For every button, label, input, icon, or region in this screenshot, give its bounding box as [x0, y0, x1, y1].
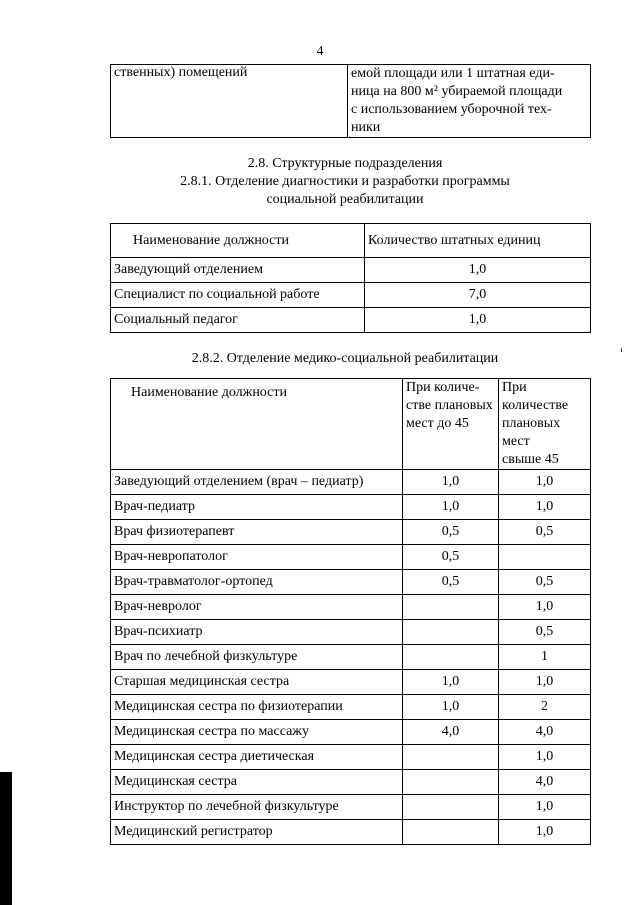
table-row — [111, 595, 591, 620]
up-to-45-cell — [403, 820, 499, 845]
table-row — [111, 770, 591, 795]
table-header-row — [111, 224, 591, 258]
staff-units-cell: 1,0 — [365, 308, 591, 333]
position-name-cell: Медицинская сестра по массажу — [111, 720, 403, 745]
up-to-45-cell: 4,0 — [403, 720, 499, 745]
position-name-cell: Врач-психиатр — [111, 620, 403, 645]
up-to-45-cell: 1,0 — [403, 470, 499, 495]
header-line: При количе- — [406, 380, 480, 395]
position-name-cell: Медицинская сестра по физиотерапии — [111, 695, 403, 720]
up-to-45-cell — [403, 795, 499, 820]
over-45-cell: 1,0 — [499, 470, 591, 495]
table-row — [111, 283, 591, 308]
header-over-45 — [499, 379, 591, 470]
position-name-cell: Заведующий отделением — [111, 258, 365, 283]
up-to-45-cell — [403, 745, 499, 770]
table-row — [111, 65, 591, 138]
position-name-cell: Инструктор по лечебной физкультуре — [111, 795, 403, 820]
header-staff-units: Количество штатных единиц — [365, 224, 591, 258]
table-row — [111, 520, 591, 545]
table-row — [111, 795, 591, 820]
table-row — [111, 745, 591, 770]
subsection-2-title: 2.8.2. Отделение медико-социальной реабилитации — [191, 351, 499, 366]
continuation-line: ница на 800 м² убираемой площади — [351, 84, 563, 99]
position-name-cell: Врач по лечебной физкультуре — [111, 645, 403, 670]
table-row — [111, 545, 591, 570]
table-row — [111, 308, 591, 333]
table-header-row — [111, 379, 591, 470]
up-to-45-cell: 0,5 — [403, 545, 499, 570]
up-to-45-cell: 0,5 — [403, 520, 499, 545]
position-name-cell: Врач-невропатолог — [111, 545, 403, 570]
over-45-cell: 4,0 — [499, 720, 591, 745]
subsection-1-title-line: социальной реабилитации — [266, 192, 424, 207]
position-name-cell: Специалист по социальной работе — [111, 283, 365, 308]
over-45-cell: 1,0 — [499, 670, 591, 695]
over-45-cell: 4,0 — [499, 770, 591, 795]
table-row — [111, 470, 591, 495]
staff-table-medical — [110, 378, 591, 845]
table-row — [111, 670, 591, 695]
section-title: 2.8. Структурные подразделения — [247, 156, 443, 171]
table-row — [111, 720, 591, 745]
table-row — [111, 495, 591, 520]
continuation-right-cell — [348, 65, 591, 138]
over-45-cell: 1,0 — [499, 745, 591, 770]
header-position-name: Наименование должности — [111, 379, 403, 470]
header-line: плановых мест — [502, 416, 561, 449]
continuation-line: емой площади или 1 штатная еди- — [351, 66, 555, 81]
position-name-cell: Медицинская сестра диетическая — [111, 745, 403, 770]
up-to-45-cell: 1,0 — [403, 495, 499, 520]
over-45-cell: 2 — [499, 695, 591, 720]
scan-edge-shadow — [0, 772, 12, 905]
table2-body — [111, 470, 591, 845]
staff-units-cell: 7,0 — [365, 283, 591, 308]
staff-table-diagnostics — [110, 223, 591, 333]
header-line: При количестве — [502, 380, 569, 413]
header-line: мест до 45 — [406, 416, 469, 431]
continuation-line: с использованием уборочной тех- — [351, 102, 552, 117]
up-to-45-cell: 1,0 — [403, 670, 499, 695]
over-45-cell — [499, 545, 591, 570]
up-to-45-cell — [403, 770, 499, 795]
over-45-cell: 0,5 — [499, 570, 591, 595]
over-45-cell: 0,5 — [499, 620, 591, 645]
table-row — [111, 645, 591, 670]
position-name-cell: Заведующий отделением (врач – педиатр) — [111, 470, 403, 495]
position-name-cell: Старшая медицинская сестра — [111, 670, 403, 695]
position-name-cell: Врач-травматолог-ортопед — [111, 570, 403, 595]
table-row — [111, 820, 591, 845]
up-to-45-cell — [403, 645, 499, 670]
staff-units-cell: 1,0 — [365, 258, 591, 283]
table-row — [111, 570, 591, 595]
over-45-cell: 1,0 — [499, 795, 591, 820]
table-row — [111, 695, 591, 720]
subsection-1-title — [0, 173, 640, 209]
up-to-45-cell: 1,0 — [403, 695, 499, 720]
header-line: стве плановых — [406, 398, 493, 413]
continuation-table — [110, 64, 591, 138]
over-45-cell: 1,0 — [499, 595, 591, 620]
table-row — [111, 258, 591, 283]
table1-body — [111, 258, 591, 333]
header-up-to-45 — [403, 379, 499, 470]
over-45-cell: 1 — [499, 645, 591, 670]
up-to-45-cell: 0,5 — [403, 570, 499, 595]
table-row — [111, 620, 591, 645]
header-position-name: Наименование должности — [111, 224, 365, 258]
position-name-cell: Врач-педиатр — [111, 495, 403, 520]
scan-speck — [621, 348, 622, 352]
over-45-cell: 0,5 — [499, 520, 591, 545]
position-name-cell: Врач-невролог — [111, 595, 403, 620]
page-number: 4 — [316, 44, 324, 59]
over-45-cell: 1,0 — [499, 495, 591, 520]
over-45-cell: 1,0 — [499, 820, 591, 845]
position-name-cell: Врач физиотерапевт — [111, 520, 403, 545]
subsection-1-title-line: 2.8.1. Отделение диагностики и разработки программы — [180, 174, 510, 189]
up-to-45-cell — [403, 595, 499, 620]
position-name-cell: Медицинский регистратор — [111, 820, 403, 845]
position-name-cell: Социальный педагог — [111, 308, 365, 333]
up-to-45-cell — [403, 620, 499, 645]
continuation-left-cell: ственных) помещений — [111, 65, 348, 138]
position-name-cell: Медицинская сестра — [111, 770, 403, 795]
header-line: свыше 45 — [502, 452, 559, 467]
continuation-line: ники — [351, 120, 381, 135]
